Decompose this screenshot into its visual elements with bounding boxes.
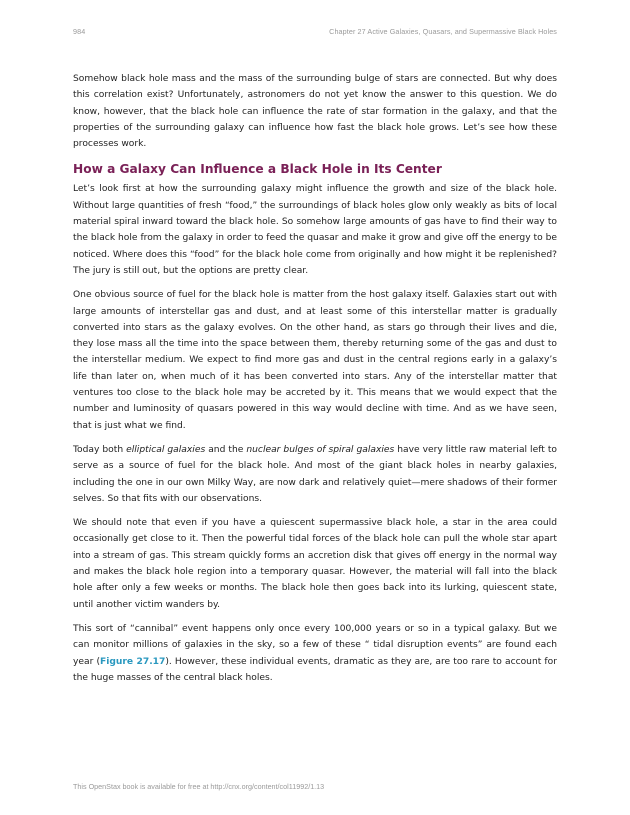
paragraph-cannibal [73, 621, 557, 686]
chapter-title: Chapter 27 Active Galaxies, Quasars, and Supermassive Black Holes [329, 27, 557, 36]
figure-link[interactable]: Figure 27.17 [100, 656, 166, 667]
page-content [73, 71, 557, 694]
paragraph-text: ). However, these individual events, dramatic as they are, are too rare to account for the huge masses of the central black holes. [73, 656, 557, 683]
paragraph-text: have very little raw material left to serve as a source of fuel for the black hole. And most of the giant black holes in nearby galaxies, including the one in our own Milky Way, are now dark and relatively quiet—mere shadows of their former selves. So that fits with our observations. [73, 444, 557, 504]
paragraph-elliptical [73, 442, 557, 507]
paragraph-food: Let’s look first at how the surrounding galaxy might influence the growth and size of the black hole. Without large quantities of fresh “food,” the surroundings of black holes glow only weakly as bits of local material spiral inward toward the black hole. So somehow large amounts of gas have to find their way to the black hole from the galaxy in order to feed the quasar and make it grow and give off the energy to be noticed. Where does this “food” for the black hole come from originally and how might it be replenished? The jury is still out, but the options are pretty clear. [73, 184, 557, 276]
paragraph-text: This sort of “cannibal” event happens only once every 100,000 years or so in a typical galaxy. But we can monitor millions of galaxies in the sky, so a few of these “ tidal disruption events” are found each year ( [73, 623, 557, 667]
paragraph-fuel-source: One obvious source of fuel for the black hole is matter from the host galaxy itself. Galaxies start out with large amounts of interstellar gas and dust, and at least some of this interstellar matter is gradually converted into stars as the galaxy evolves. On the other hand, as stars go through their lives and die, they lose mass all the time into the space between them, thereby returning some of the gas and dust to the interstellar medium. We expect to find more gas and dust in the central regions early in a galaxy’s life than later on, when much of it has been converted into stars. Any of the interstellar matter that ventures too close to the black hole may be accreted by it. This means that we would expect that the number and luminosity of quasars powered in this way would decline with time. And as we have seen, that is just what we find. [73, 290, 557, 431]
section-heading: How a Galaxy Can Influence a Black Hole in Its Center [73, 162, 442, 177]
page-header [73, 27, 557, 36]
paragraph-quiescent: We should note that even if you have a quiescent supermassive black hole, a star in the area could occasionally get close to it. Then the powerful tidal forces of the black hole can pull the whole star apart into a stream of gas. This stream quickly forms an accretion disk that gives off energy in the normal way and makes the black hole region into a temporary quasar. However, the material will fall into the black hole after only a few weeks or months. The black hole then goes back into its lurking, quiescent state, until another victim wanders by. [73, 518, 557, 610]
paragraph-text: and the [205, 444, 247, 455]
term-nuclear-bulges: nuclear bulges of spiral galaxies [246, 444, 395, 455]
intro-paragraph: Somehow black hole mass and the mass of the surrounding bulge of stars are connected. But why does this correlation exist? Unfortunately, astronomers do not yet know the answer to this question. We do know, however, that the black hole can influence the rate of star formation in the galaxy, and that the properties of the surrounding galaxy can influence how fast the black hole grows. Let’s see how these processes work. [73, 74, 557, 150]
term-elliptical-galaxies: elliptical galaxies [126, 444, 206, 455]
page-footer: This OpenStax book is available for free at http://cnx.org/content/col11992/1.13 [73, 782, 325, 791]
paragraph-text: Today both [73, 444, 127, 455]
page-number: 984 [73, 27, 86, 36]
